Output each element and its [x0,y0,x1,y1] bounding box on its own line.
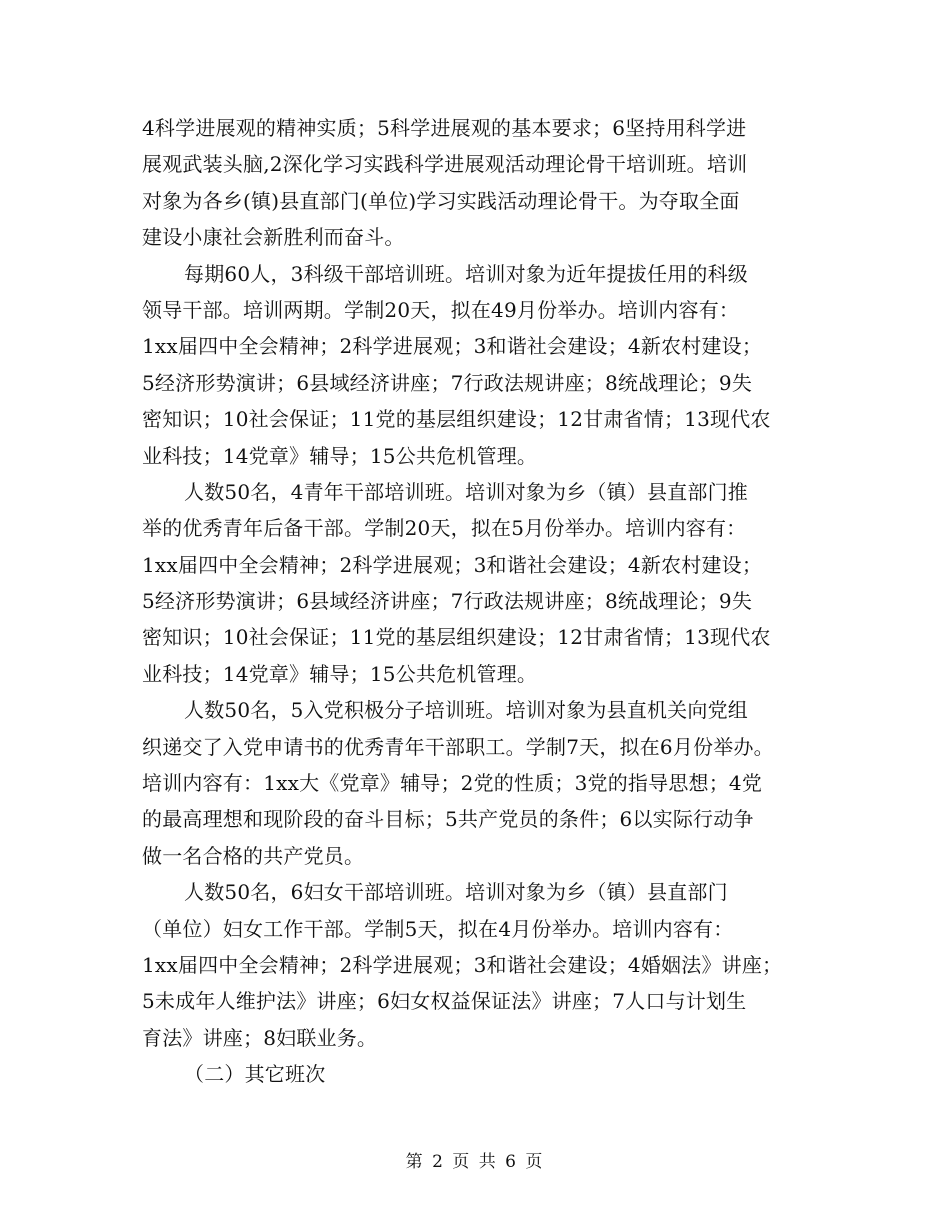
text-line: 业科技；14党章》辅导；15公共危机管理。 [142,443,538,468]
text-line: （单位）妇女工作干部。学制5天，拟在4月份举办。培训内容有： [142,916,734,941]
paragraph-start-line: 人数50名，6妇女干部培训班。培训对象为乡（镇）县直部门 [184,880,728,905]
text-line: 4科学进展观的精神实质；5科学进展观的基本要求；6坚持用科学进 [142,116,747,140]
text-line: 育法》讲座；8妇联业务。 [142,1025,378,1050]
text-line: 培训内容有：1xx大《党章》辅导；2党的性质；3党的指导思想；4党 [142,771,763,796]
text-line: 1xx届四中全会精神；2科学进展观；3和谐社会建设；4新农村建设； [142,552,763,577]
text-line: 密知识；10社会保证；11党的基层组织建设；12甘肃省情；13现代农 [142,625,771,650]
text-line: 领导干部。培训两期。学制20天，拟在49月份举办。培训内容有： [142,297,740,322]
text-line: 业科技；14党章》辅导；15公共危机管理。 [142,661,538,686]
body-text [142,110,822,1093]
section-heading: （二）其它班次 [184,1062,326,1087]
text-line: 展观武装头脑,2深化学习实践科学进展观活动理论骨干培训班。培训 [142,152,748,177]
text-line: 织递交了入党申请书的优秀青年干部职工。学制7天，拟在6月份举办。 [142,734,774,759]
text-line: 的最高理想和现阶段的奋斗目标；5共产党员的条件；6以实际行动争 [142,807,754,832]
text-line: 5未成年人维护法》讲座；6妇女权益保证法》讲座；7人口与计划生 [142,989,747,1014]
text-line: 举的优秀青年后备干部。学制20天，拟在5月份举办。培训内容有： [142,516,747,541]
text-line: 密知识；10社会保证；11党的基层组织建设；12甘肃省情；13现代农 [142,407,771,432]
text-line: 对象为各乡(镇)县直部门(单位)学习实践活动理论骨干。为夺取全面 [142,188,740,213]
paragraph-start-line: 每期60人，3科级干部培训班。培训对象为近年提拔任用的科级 [184,261,748,286]
text-line: 做一名合格的共产党员。 [142,843,365,868]
text-line: 5经济形势演讲；6县域经济讲座；7行政法规讲座；8统战理论；9失 [142,589,753,614]
page-footer: 第 2 页 共 6 页 [405,1152,545,1172]
paragraph-start-line: 人数50名，4青年干部培训班。培训对象为乡（镇）县直部门推 [184,479,748,504]
text-line: 1xx届四中全会精神；2科学进展观；3和谐社会建设；4婚姻法》讲座； [142,952,783,977]
text-line: 建设小康社会新胜利而奋斗。 [142,225,405,250]
text-line: 5经济形势演讲；6县域经济讲座；7行政法规讲座；8统战理论；9失 [142,370,753,395]
text-line: 1xx届四中全会精神；2科学进展观；3和谐社会建设；4新农村建设； [142,334,763,359]
paragraph-start-line: 人数50名，5入党积极分子培训班。培训对象为县直机关向党组 [184,698,748,723]
